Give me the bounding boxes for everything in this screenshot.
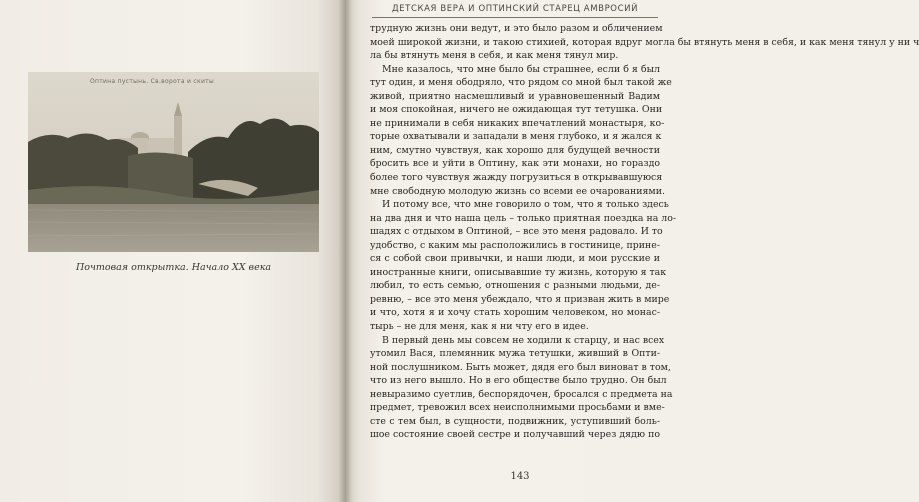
text-line: тырь – не для меня, как я ни чту его в идее.: [370, 321, 589, 333]
text-line: предмет, тревожил всех неисполнимыми просьбами и вме-: [370, 402, 665, 414]
text-line: ревню, – все это меня убеждало, что я призван жить в мире: [370, 293, 670, 305]
text-line: трудную жизнь они ведут, и это было разом и обличением: [370, 23, 663, 34]
text-line: тут один, и меня ободряло, что рядом со мной был такой же: [370, 77, 672, 89]
text-line: ла бы втянуть меня в себя, и как меня тянул мир.: [370, 50, 619, 62]
text-line: живой, приятно насмешливый и уравновешенный Вадим: [370, 90, 660, 102]
text-line: торые охватывали и западали в меня глубоко, и я жался к: [370, 131, 662, 143]
text-line: ся с собой свои привычки, и наши люди, и мои русские и: [370, 253, 660, 265]
text-line: более того чувствуя жажду погрузиться в открывавшуюся: [370, 172, 663, 184]
monastery-photo-icon: [28, 72, 319, 252]
postcard-photo: [28, 72, 319, 252]
body-text: [370, 22, 919, 442]
text-line: шадях с отдыхом в Оптиной, – все это меня радовало. И то: [370, 226, 663, 238]
text-line: утомил Вася, племянник мужа тетушки, живший в Опти-: [370, 348, 660, 360]
text-line: любил, то есть семью, отношения с разными людьми, де-: [370, 280, 660, 292]
photo-caption: Почтовая открытка. Начало XX века: [75, 262, 272, 273]
text-line: и что, хотя я и хочу стать хорошим человеком, но монас-: [370, 307, 660, 319]
text-line: ной послушником. Быть может, дядя его был виноват в том,: [370, 361, 671, 373]
text-line: и моя спокойная, ничего не ожидающая тут тетушка. Они: [370, 104, 663, 116]
text-line: Мне казалось, что мне было бы страшнее, если б я был: [382, 63, 660, 75]
book-gutter: [338, 0, 352, 502]
text-line: на два дня и что наша цель – только приятная поездка на ло-: [370, 212, 677, 224]
text-line: иностранные книги, описывавшие ту жизнь, которую я так: [370, 266, 667, 278]
text-line: И потому все, что мне говорило о том, что я только здесь: [382, 199, 669, 211]
text-line: удобство, с каким мы расположились в гостинице, прине-: [370, 239, 660, 251]
running-head: ДЕТСКАЯ ВЕРА И ОПТИНСКИЙ СТАРЕЦ АМВРОСИЙ: [391, 4, 639, 14]
text-line: невыразимо суетлив, беспорядочен, бросался с предмета на: [370, 388, 673, 400]
page-number: 143: [510, 471, 530, 482]
photo-inscription: Оптина пустынь. Св.ворота и скиты: [90, 78, 214, 85]
text-line: ним, смутно чувствуя, как хорошо для будущей вечности: [370, 144, 660, 156]
text-line: В первый день мы совсем не ходили к старцу, и нас всех: [382, 334, 665, 346]
text-line: сте с тем был, в сущности, подвижник, уступивший боль-: [370, 415, 660, 427]
text-line: мне свободную молодую жизнь со всеми ее очарованиями.: [370, 185, 665, 197]
left-page: [0, 0, 345, 502]
running-head-rule: [372, 17, 658, 18]
text-line: не принимали в себя никаких впечатлений монастыря, ко-: [370, 117, 665, 129]
text-line: бросить все и уйти в Оптину, как эти монахи, но гораздо: [370, 158, 660, 170]
text-line: шое состояние своей сестре и получавший через дядю по: [370, 429, 660, 441]
text-line: что из него вышло. Но в его обществе было трудно. Он был: [370, 375, 667, 387]
text-line: моей широкой жизни, и такою стихией, которая вдруг могла бы втянуть меня в себя, и как меня тянул у ни ч: [370, 36, 919, 48]
